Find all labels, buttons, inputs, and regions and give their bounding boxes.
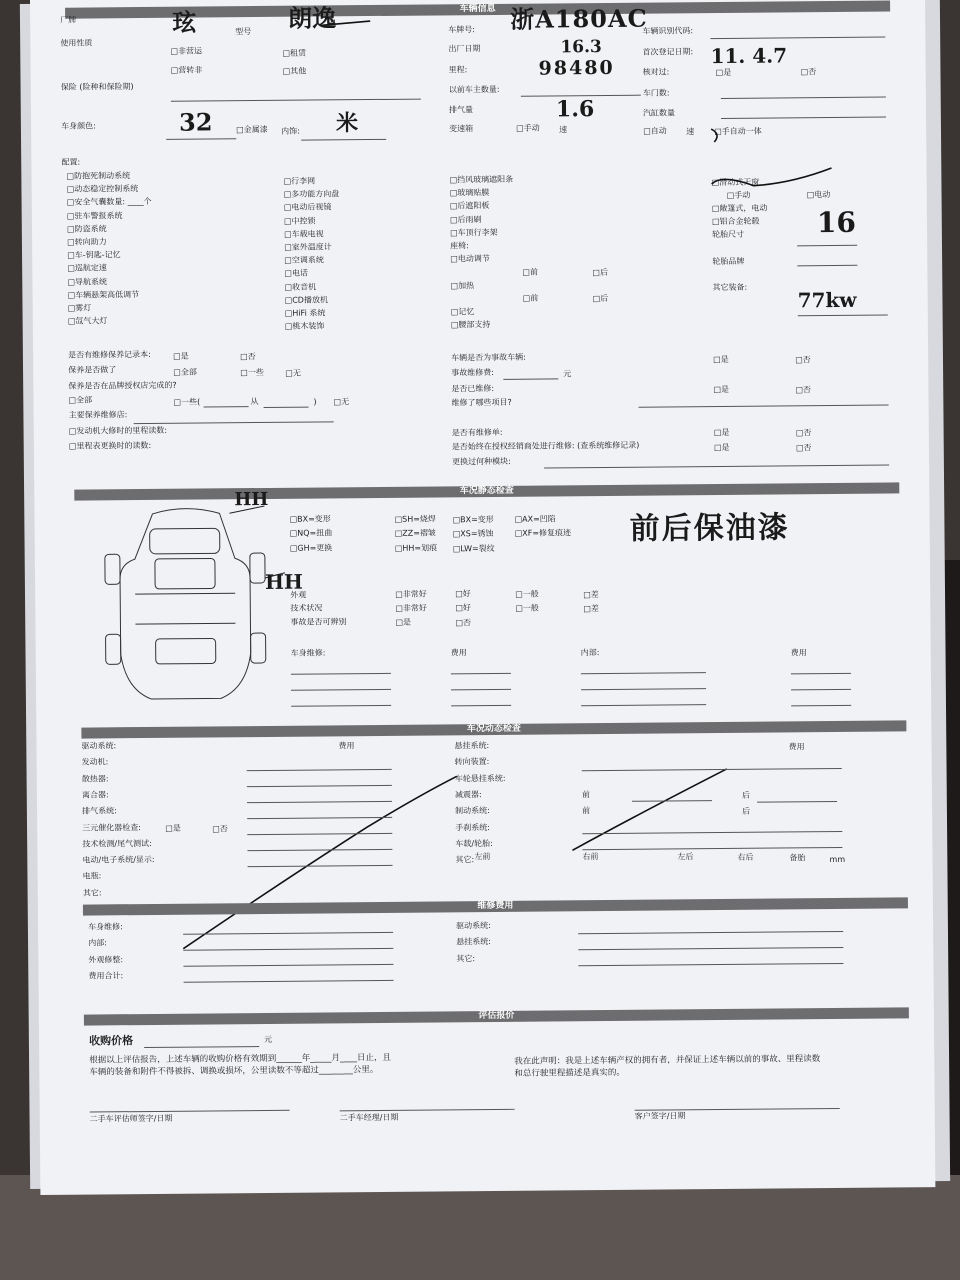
hw-tire-size: 16 bbox=[816, 205, 857, 240]
checkbox-rr-no[interactable]: □否 bbox=[795, 428, 812, 438]
handwriting-strokes bbox=[175, 17, 838, 949]
label-doors: 车门数: bbox=[642, 88, 670, 98]
checkbox-app-verygood[interactable]: □非常好 bbox=[395, 589, 427, 599]
label-purchase-price: 收购价格 bbox=[89, 1034, 134, 1048]
damage-code-8[interactable]: □GH=更换 bbox=[289, 543, 333, 553]
label-cost-b: 费用 bbox=[790, 648, 807, 658]
checkbox-tech-good[interactable]: □好 bbox=[455, 603, 471, 613]
config-item-d-3[interactable]: □敞篷式，电动 bbox=[711, 203, 768, 214]
config-item-b-1[interactable]: □多功能方向盘 bbox=[283, 189, 340, 199]
repair-left-item-0: 车身维修: bbox=[88, 922, 123, 932]
checkbox-none2[interactable]: □无 bbox=[333, 397, 350, 407]
config-item-c-11[interactable]: □腰部支持 bbox=[450, 320, 491, 330]
seat-position-2[interactable]: □前 bbox=[522, 293, 539, 303]
config-item-b-7[interactable]: □电话 bbox=[284, 268, 308, 279]
config-item-b-8[interactable]: □收音机 bbox=[284, 282, 317, 292]
checkbox-some2[interactable]: □一些( bbox=[173, 397, 201, 407]
dynamic-left-item-2: 散热器: bbox=[81, 773, 109, 784]
config-item-a-3[interactable]: □驻车警报系统 bbox=[66, 210, 123, 221]
label-speed2: 速 bbox=[686, 127, 695, 137]
label-appearance: 外观 bbox=[290, 590, 307, 600]
label-dyn-cost-a: 费用 bbox=[338, 741, 355, 751]
hw-manufacture: 16.3 bbox=[560, 37, 602, 58]
section-header-vehicle-info: 车辆信息 bbox=[65, 0, 890, 18]
checkbox-tech-verygood[interactable]: □非常好 bbox=[395, 603, 427, 613]
config-item-d-2[interactable]: □电动 bbox=[806, 190, 831, 200]
label-tech: 技术状况 bbox=[290, 603, 323, 613]
label-body-repair: 车身维修: bbox=[290, 648, 326, 658]
config-item-a-9[interactable]: □车辆悬架高低调节 bbox=[67, 289, 140, 300]
config-item-c-3[interactable]: □后雨刷 bbox=[449, 214, 482, 224]
checkbox-some[interactable]: □一些 bbox=[240, 367, 264, 378]
seat-position-3[interactable]: □后 bbox=[592, 293, 609, 304]
checkbox-rr-yes[interactable]: □是 bbox=[713, 427, 730, 438]
label-insurance: 保险 (险种和保险期) bbox=[60, 82, 134, 92]
label-parts: 更换过何种模块: bbox=[452, 456, 511, 467]
hw-plate: 浙A180AC bbox=[510, 3, 648, 34]
hw-model: 朗逸 bbox=[288, 3, 337, 33]
label-odo-km: □里程表更换时的读数: bbox=[68, 440, 152, 451]
checkbox-metallic[interactable]: □金属漆 bbox=[236, 124, 268, 135]
label-dyn-cost-b: 费用 bbox=[788, 742, 805, 752]
seat-position-1[interactable]: □后 bbox=[592, 267, 609, 278]
label-authorized: 是否始终在授权经销商处进行维修: (查系统维修记录) bbox=[451, 440, 640, 452]
section-header-valuation: 评估报价 bbox=[84, 1007, 909, 1025]
label-interior: 内饰: bbox=[281, 126, 300, 136]
checkbox-auto[interactable]: □自动 bbox=[643, 126, 667, 136]
label-brand: 厂牌 bbox=[60, 15, 77, 25]
checkbox-record-no[interactable]: □否 bbox=[240, 352, 256, 362]
clause-line-2: 车辆的装备和附件不得被拆、调换或损坏，公里读数不等超过________公里。 bbox=[89, 1065, 379, 1078]
label-close: ) bbox=[313, 397, 317, 407]
config-item-d-1[interactable]: □手动 bbox=[726, 190, 751, 200]
repair-right-item-1: 悬挂系统: bbox=[456, 937, 491, 947]
config-item-d-7: 其它装备: bbox=[712, 282, 748, 293]
checkbox-accident-no[interactable]: □否 bbox=[795, 355, 811, 365]
dynamic-right-item-5: 手刹系统: bbox=[455, 822, 490, 832]
dynamic-left-item-4: 排气系统: bbox=[82, 806, 117, 816]
label-main-items: 主要保养维修店: bbox=[68, 410, 128, 420]
label-prev-owners: 以前车主数量: bbox=[448, 84, 500, 95]
checkbox-non-commercial[interactable]: □非营运 bbox=[170, 46, 203, 56]
checkbox-acc-no[interactable]: □否 bbox=[455, 618, 472, 628]
dynamic-right-item-1: 转向装置: bbox=[454, 757, 490, 767]
owner-line-1: 我在此声明：我是上述车辆产权的拥有者，并保证上述车辆以前的事故、里程读数 bbox=[514, 1054, 821, 1067]
label-which: 维修了哪些项目? bbox=[451, 397, 512, 408]
dynamic-left-item-5: 三元催化器检查: bbox=[82, 822, 141, 833]
dynamic-left-item-9: 其它: bbox=[82, 888, 102, 898]
config-item-b-2[interactable]: □电动后视镜 bbox=[283, 202, 332, 213]
damage-code-1[interactable]: □SH=烧焊 bbox=[394, 514, 436, 524]
dynamic-right-item-7: 其它: bbox=[455, 855, 475, 865]
label-cylinders: 汽缸数量 bbox=[642, 108, 676, 118]
seat-position-0[interactable]: □前 bbox=[522, 267, 538, 277]
checkbox-all[interactable]: □全部 bbox=[173, 367, 197, 377]
label-mileage: 里程: bbox=[448, 65, 468, 75]
dynamic-right-item-0: 悬挂系统: bbox=[454, 741, 490, 751]
label-model: 型号 bbox=[235, 27, 252, 37]
config-item-a-5[interactable]: □转向助力 bbox=[67, 237, 107, 247]
label-usage: 使用性质 bbox=[60, 38, 93, 48]
clause-line-1: 根据以上评估报告，上述车辆的收购价格有效期到______年_____月____日止，且 bbox=[89, 1052, 392, 1066]
checkbox-app-good[interactable]: □好 bbox=[455, 589, 471, 599]
repair-left-item-1: 内部: bbox=[88, 938, 107, 948]
label-shock-rear: 后 bbox=[741, 790, 751, 800]
car-diagram bbox=[104, 506, 286, 700]
hw-mileage: 98480 bbox=[538, 56, 615, 80]
checkbox-rental[interactable]: □租赁 bbox=[282, 48, 307, 58]
config-item-d-4[interactable]: □铝合金轮毂 bbox=[711, 216, 760, 227]
dynamic-left-item-3: 离合器: bbox=[81, 790, 109, 800]
checkbox-tech-general[interactable]: □一般 bbox=[515, 603, 539, 613]
config-item-d-5: 轮胎尺寸 bbox=[712, 229, 745, 240]
label-accident-cost: 事故维修费: bbox=[451, 367, 495, 378]
dynamic-right-item-3: 减震器: bbox=[454, 789, 482, 800]
hw-mark-1: HH bbox=[234, 488, 269, 511]
label-sig-appraiser: 二手车评估师签字/日期 bbox=[89, 1113, 173, 1124]
config-item-c-8[interactable]: □加热 bbox=[450, 280, 475, 290]
damage-code-4[interactable]: □NQ=扭曲 bbox=[289, 528, 333, 538]
label-inspection: 核对过: bbox=[642, 67, 670, 77]
label-yuan: 元 bbox=[563, 369, 572, 379]
dynamic-left-item-8: 电瓶: bbox=[82, 871, 102, 881]
config-item-d-6: 轮胎品牌 bbox=[712, 256, 745, 267]
config-item-b-4[interactable]: □车载电视 bbox=[284, 229, 324, 239]
checkbox-cat-no[interactable]: □否 bbox=[212, 824, 228, 834]
label-plate: 车牌号: bbox=[448, 25, 476, 35]
repair-right-item-2: 其它: bbox=[456, 953, 476, 963]
repair-left-item-2: 外观修整: bbox=[88, 954, 124, 965]
label-repaired: 是否已维修: bbox=[451, 383, 495, 394]
dynamic-left-item-1: 发动机: bbox=[81, 757, 109, 767]
dynamic-left-item-6: 技术检测/尾气测试: bbox=[82, 838, 152, 849]
config-item-a-11[interactable]: □氙气大灯 bbox=[67, 316, 108, 326]
damage-code-7[interactable]: □XF=修复痕迹 bbox=[514, 528, 572, 538]
config-item-b-9[interactable]: □CD播放机 bbox=[284, 295, 328, 305]
checkbox-app-poor[interactable]: □差 bbox=[583, 590, 599, 600]
repair-right-item-0: 驱动系统: bbox=[456, 921, 491, 931]
dynamic-left-item-7: 电动/电子系统/显示: bbox=[82, 855, 155, 865]
config-item-b-6[interactable]: □空调系统 bbox=[284, 255, 324, 265]
hw-mark-2: HH bbox=[264, 569, 303, 594]
label-engine-km: □发动机大修时的里程读数: bbox=[68, 425, 168, 436]
section-header-repair-cost: 维修费用 bbox=[83, 897, 908, 915]
damage-code-5[interactable]: □ZZ=褶皱 bbox=[394, 528, 436, 538]
damage-code-6[interactable]: □XS=锈蚀 bbox=[452, 528, 494, 539]
appraisal-form bbox=[30, 0, 935, 1195]
label-spare: 备胎 bbox=[789, 853, 806, 863]
label-mm: mm bbox=[829, 854, 846, 865]
checkbox-repaired-no[interactable]: □否 bbox=[795, 385, 812, 395]
config-item-c-10[interactable]: □记忆 bbox=[450, 307, 475, 317]
label-from: 从 bbox=[250, 397, 259, 407]
damage-code-10[interactable]: □LW=裂纹 bbox=[452, 543, 495, 554]
config-item-b-5[interactable]: □室外温度计 bbox=[284, 242, 332, 252]
label-shock-front: 前 bbox=[581, 790, 590, 800]
label-brake-rear: 后 bbox=[742, 806, 751, 816]
label-static-interior: 内部: bbox=[580, 648, 600, 658]
checkbox-inspection-yes[interactable]: □是 bbox=[715, 67, 732, 78]
config-item-c-6[interactable]: □电动调节 bbox=[450, 254, 490, 264]
label-displacement: 排气量 bbox=[448, 105, 474, 115]
config-item-a-8[interactable]: □导航系统 bbox=[67, 276, 108, 287]
hw-color: 32 bbox=[178, 107, 213, 137]
config-item-c-2[interactable]: □后遮阳板 bbox=[449, 201, 490, 211]
label-maint-record: 是否有维修保养记录本: bbox=[68, 349, 151, 360]
label-right-rear: 右后 bbox=[737, 852, 754, 862]
hw-interior: 米 bbox=[335, 110, 359, 137]
config-item-a-1[interactable]: □动态稳定控制系统 bbox=[66, 184, 139, 194]
label-accident-id: 事故是否可辨别 bbox=[290, 617, 347, 627]
dynamic-right-item-6: 车载/轮胎: bbox=[455, 838, 493, 849]
checkbox-accident-yes[interactable]: □是 bbox=[713, 354, 729, 365]
config-item-b-3[interactable]: □中控锁 bbox=[283, 216, 316, 226]
checkbox-repaired-yes[interactable]: □是 bbox=[713, 384, 730, 395]
config-item-a-10[interactable]: □雾灯 bbox=[67, 303, 92, 313]
config-item-b-0[interactable]: □行李网 bbox=[283, 176, 316, 186]
label-first-reg: 首次登记日期: bbox=[642, 47, 694, 57]
hw-first-reg: 11. 4.7 bbox=[710, 43, 788, 69]
section-header-dynamic-check: 车况动态检查 bbox=[81, 720, 906, 738]
config-item-a-2[interactable]: □安全气囊数量: ____个 bbox=[66, 197, 152, 208]
checkbox-cat-yes[interactable]: □是 bbox=[165, 823, 181, 833]
damage-code-9[interactable]: □HH=划痕 bbox=[394, 543, 438, 553]
checkbox-manual[interactable]: □手动 bbox=[516, 123, 540, 133]
dynamic-right-item-2: 车轮悬挂系统: bbox=[454, 773, 506, 783]
checkbox-none[interactable]: □无 bbox=[285, 368, 301, 378]
label-speed: 速 bbox=[559, 125, 568, 135]
label-cost-a: 费用 bbox=[450, 648, 467, 658]
config-item-d-0[interactable]: □滑动式天窗 bbox=[711, 177, 760, 188]
config-item-c-0[interactable]: □挡风玻璃遮阳条 bbox=[449, 174, 514, 185]
label-maint-done: 保养是否做了 bbox=[68, 365, 117, 375]
dynamic-right-item-4: 制动系统: bbox=[455, 806, 490, 816]
label-body-color: 车身颜色: bbox=[61, 121, 96, 131]
label-manufacture-date: 出厂日期 bbox=[448, 44, 481, 54]
checkbox-auth-yes[interactable]: □是 bbox=[713, 442, 730, 453]
config-item-b-10[interactable]: □HiFi 系统 bbox=[284, 308, 326, 318]
checkbox-acc-yes[interactable]: □是 bbox=[395, 617, 412, 627]
label-repair-record: 是否有维修单: bbox=[451, 427, 503, 438]
config-item-a-7[interactable]: □巡航定速 bbox=[67, 263, 107, 274]
label-config: 配置: bbox=[61, 157, 81, 167]
label-left-front: 左前 bbox=[474, 852, 491, 862]
checkbox-auth-no[interactable]: □否 bbox=[795, 443, 812, 453]
label-gearbox: 变速箱 bbox=[449, 124, 474, 134]
config-item-c-4[interactable]: □车顶行李架 bbox=[450, 227, 498, 238]
hw-displacement: 1.6 bbox=[555, 96, 595, 123]
label-right-front: 右前 bbox=[582, 852, 599, 862]
checkbox-manual-auto[interactable]: □手自动一体 bbox=[714, 126, 762, 137]
config-item-a-0[interactable]: □防抱死制动系统 bbox=[66, 171, 131, 181]
config-item-a-6[interactable]: □车-钥匙-记忆 bbox=[67, 250, 121, 260]
checkbox-other[interactable]: □其他 bbox=[282, 66, 307, 76]
label-left-rear: 左后 bbox=[677, 852, 694, 862]
damage-code-2[interactable]: □BX=变形 bbox=[452, 514, 494, 525]
label-vin: 车辆识别代码: bbox=[642, 26, 694, 36]
config-item-c-5: 座椅: bbox=[450, 241, 469, 251]
checkbox-app-general[interactable]: □一般 bbox=[515, 589, 539, 599]
repair-left-item-3: 费用合计: bbox=[88, 971, 124, 981]
owner-line-2: 和总行驶里程描述是真实的。 bbox=[514, 1067, 625, 1079]
label-sig-customer: 客户签字/日期 bbox=[634, 1111, 686, 1121]
config-item-b-11[interactable]: □桃木装饰 bbox=[284, 321, 325, 331]
label-price-yuan: 元 bbox=[264, 1034, 273, 1044]
checkbox-inspection-no[interactable]: □否 bbox=[800, 67, 817, 77]
config-item-c-1[interactable]: □玻璃贴膜 bbox=[449, 188, 490, 198]
section-header-static-check: 车况静态检查 bbox=[74, 482, 899, 500]
hw-brand: 玹 bbox=[172, 7, 197, 37]
checkbox-record-yes[interactable]: □是 bbox=[173, 351, 189, 361]
checkbox-tech-poor[interactable]: □差 bbox=[583, 604, 599, 614]
config-item-a-4[interactable]: □防盗系统 bbox=[66, 224, 107, 234]
label-sig-manager: 二手车经理/日期 bbox=[339, 1112, 399, 1123]
hw-equipment: 77kw bbox=[797, 287, 857, 313]
damage-code-3[interactable]: □AX=凹陷 bbox=[514, 514, 556, 524]
label-brand-shop: 保养是否在品牌授权店完成的? bbox=[68, 380, 177, 391]
hw-damage-note: 前后保油漆 bbox=[629, 510, 790, 547]
checkbox-commercial[interactable]: □营转非 bbox=[170, 65, 203, 75]
damage-code-0[interactable]: □BX=变形 bbox=[289, 514, 331, 524]
checkbox-all2[interactable]: □全部 bbox=[68, 395, 93, 405]
label-brake-front: 前 bbox=[582, 806, 591, 816]
dynamic-left-item-0: 驱动系统: bbox=[81, 741, 117, 751]
label-accident: 车辆是否为事故车辆: bbox=[451, 352, 526, 363]
